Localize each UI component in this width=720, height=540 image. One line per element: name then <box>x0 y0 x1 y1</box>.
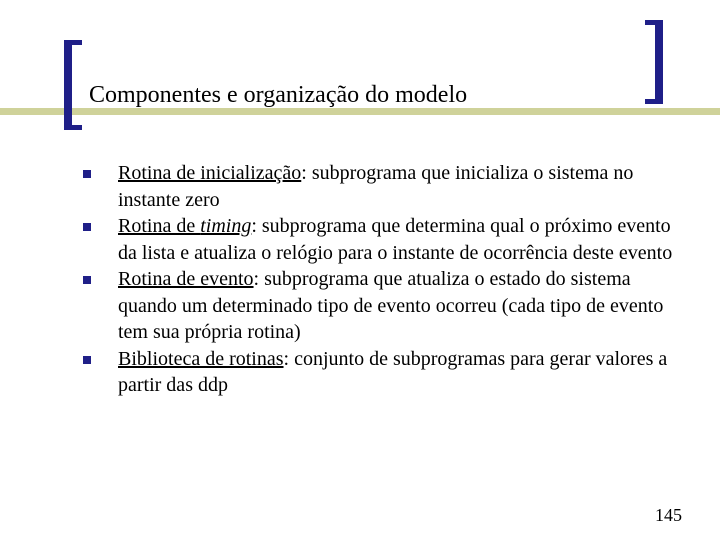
square-bullet-icon <box>83 223 91 231</box>
bullet-text: : conjunto de subprogramas para gerar valores a partir das ddp <box>118 347 668 396</box>
bullet-term-prefix: Rotina de <box>118 215 201 237</box>
bullet-term: Biblioteca de rotinas <box>118 347 284 370</box>
square-bullet-icon <box>83 356 91 364</box>
bullet-term: Rotina de evento <box>118 268 254 290</box>
square-bullet-icon <box>83 276 91 284</box>
title-underline-rule <box>0 108 720 115</box>
bullet-text: : subprograma que determina qual o próximo evento da lista e atualiza o relógio para o instante de ocorrência deste evento <box>118 215 673 264</box>
bullet-item-timing <box>80 213 680 266</box>
bullet-text: : subprograma que inicializa o sistema no instante zero <box>118 162 634 211</box>
bullet-item-inicializacao <box>80 160 680 213</box>
bullet-item-biblioteca <box>80 346 680 399</box>
left-bracket-vertical <box>64 40 72 130</box>
right-bracket-bottom-arm <box>645 99 663 104</box>
bullet-term <box>118 215 251 237</box>
left-bracket-top-arm <box>64 40 82 45</box>
bullet-item-evento <box>80 266 680 346</box>
bullet-term: Rotina de inicialização <box>118 162 302 184</box>
slide-title: Componentes e organização do modelo <box>89 82 468 108</box>
bullet-text: : subprograma que atualiza o estado do sistema quando um determinado tipo de evento ocorreu (cada tipo de evento tem sua própria rotina) <box>118 268 664 343</box>
left-bracket-bottom-arm <box>64 125 82 130</box>
page-number: 145 <box>655 505 682 525</box>
right-bracket-vertical <box>655 20 663 104</box>
bullet-term-italic: timing <box>200 215 252 237</box>
square-bullet-icon <box>83 170 91 178</box>
bullet-list <box>80 160 680 399</box>
right-bracket-top-arm <box>645 20 663 25</box>
